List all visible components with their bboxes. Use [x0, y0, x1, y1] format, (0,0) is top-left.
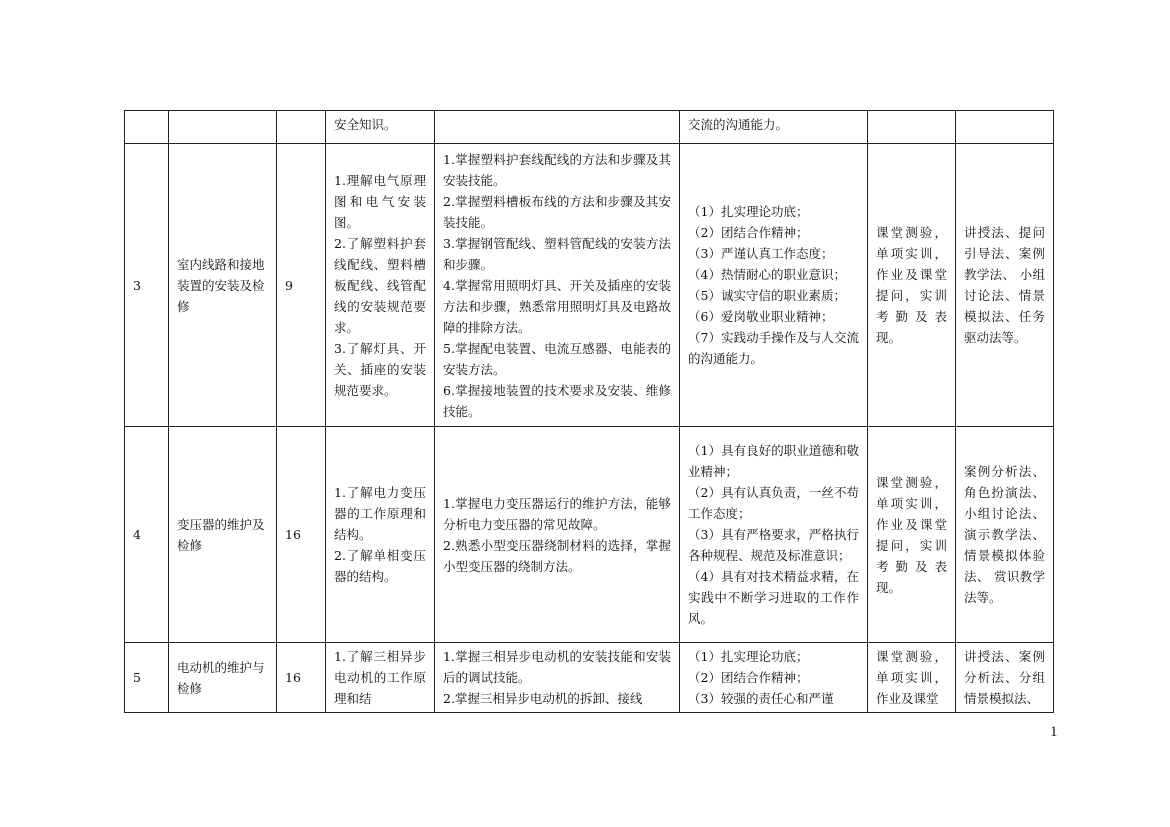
- row-number-cell: [125, 111, 169, 144]
- knowledge-cell: [326, 111, 435, 144]
- quality-cell: [680, 427, 868, 643]
- skills-cell: [435, 144, 680, 427]
- hours-cell: [277, 111, 326, 144]
- table-row: [125, 643, 1054, 713]
- knowledge-cell: [326, 643, 435, 713]
- methods-cell: [956, 111, 1054, 144]
- module-name-cell: [169, 111, 277, 144]
- skill-item: 1.掌握塑料护套线配线的方法和步骤及其安装技能。: [443, 151, 671, 188]
- knowledge-item: 1.了解三相异步电动机的工作原理和结: [334, 649, 426, 706]
- knowledge-item: 1.了解电力变压器的工作原理和结构。: [334, 485, 426, 542]
- quality-item: （3）较强的责任心和严谨: [688, 691, 834, 706]
- quality-item: （7）实践动手操作及与人交流的沟通能力。: [688, 330, 859, 366]
- quality-item: （1）具有良好的职业道德和敬业精神；: [688, 443, 859, 479]
- table-row: [125, 144, 1054, 427]
- quality-item: （4）热情耐心的职业意识；: [688, 267, 846, 282]
- quality-item: （2）具有认真负责，一丝不苟工作态度；: [688, 485, 859, 521]
- page-number: 1: [1050, 724, 1058, 740]
- quality-item: （3）具有严格要求，严格执行各种规程、规范及标准意识；: [688, 527, 859, 563]
- hours-cell: 16: [277, 643, 326, 713]
- quality-cell: [680, 643, 868, 713]
- skills-cell: [435, 111, 680, 144]
- quality-item: （6）爱岗敬业职业精神；: [688, 309, 834, 324]
- assessment-cell: 课堂测验，单项实训，作业及课堂提问，实训考勤及表现。: [868, 144, 956, 427]
- skill-item: 2.掌握三相异步电动机的拆卸、接线: [443, 691, 643, 706]
- quality-item: （3）严谨认真工作态度；: [688, 246, 834, 261]
- row-number-cell: 3: [125, 144, 169, 427]
- knowledge-item: 1.理解电气原理图和电气安装图。: [334, 172, 426, 230]
- module-name-cell: 电动机的维护与检修: [169, 643, 277, 713]
- methods-cell: 案例分析法、角色扮演法、小组讨论法、演示教学法、情景模拟体验法、 赏识教学法等。: [956, 427, 1054, 643]
- skill-item: 3.掌握钢管配线、塑料管配线的安装方法和步骤。: [443, 235, 671, 272]
- quality-item: （1）扎实理论功底；: [688, 649, 809, 664]
- skill-item: 2.熟悉小型变压器绕制材料的选择，掌握小型变压器的绕制方法。: [443, 537, 671, 574]
- skill-item: 2.掌握塑料槽板布线的方法和步骤及其安装技能。: [443, 193, 671, 230]
- assessment-cell: 课堂测验，单项实训，作业及课堂提问，实训考勤及表现。: [868, 427, 956, 643]
- quality-item: （2）团结合作精神；: [688, 225, 809, 240]
- quality-item: （1）扎实理论功底；: [688, 204, 809, 219]
- hours-cell: 9: [277, 144, 326, 427]
- table-row: [125, 427, 1054, 643]
- skills-cell: [435, 427, 680, 643]
- hours-cell: 16: [277, 427, 326, 643]
- quality-cell: [680, 144, 868, 427]
- skill-item: 6.掌握接地装置的技术要求及安装、维修技能。: [443, 382, 671, 419]
- methods-cell: 讲授法、提问引导法、案例教学法、 小组讨论法、情景模拟法、任务驱动法等。: [956, 144, 1054, 427]
- course-content-table: [124, 110, 1054, 713]
- knowledge-item: 2.了解单相变压器的结构。: [334, 548, 426, 584]
- skill-item: 1.掌握三相异步电动机的安装技能和安装后的调试技能。: [443, 649, 671, 685]
- quality-item: （2）团结合作精神；: [688, 670, 809, 685]
- quality-item: 交流的沟通能力。: [688, 117, 789, 132]
- quality-item: （4）具有对技术精益求精，在实践中不断学习进取的工作作风。: [688, 569, 859, 626]
- skill-item: 4.掌握常用照明灯具、开关及插座的安装方法和步骤，熟悉常用照明灯具及电路故障的排除方法。: [443, 277, 671, 335]
- skills-cell: [435, 643, 680, 713]
- assessment-cell: [868, 111, 956, 144]
- quality-cell: [680, 111, 868, 144]
- quality-item: （5）诚实守信的职业素质；: [688, 288, 846, 303]
- skill-item: 5.掌握配电装置、电流互感器、电能表的安装方法。: [443, 340, 671, 377]
- knowledge-cell: [326, 427, 435, 643]
- row-number-cell: 5: [125, 643, 169, 713]
- skill-item: 1.掌握电力变压器运行的维护方法，能够分析电力变压器的常见故障。: [443, 495, 671, 532]
- assessment-cell: 课堂测验，单项实训，作业及课堂: [868, 643, 956, 713]
- methods-cell: 讲授法、案例分析法、分组情景模拟法、: [956, 643, 1054, 713]
- table-row: [125, 111, 1054, 144]
- knowledge-cell: [326, 144, 435, 427]
- knowledge-item: 3.了解灯具、开关、插座的安装规范要求。: [334, 340, 426, 398]
- row-number-cell: 4: [125, 427, 169, 643]
- knowledge-item: 安全知识。: [334, 117, 397, 132]
- knowledge-item: 2.了解塑料护套线配线、塑料槽板配线、线管配线的安装规范要求。: [334, 235, 426, 335]
- module-name-cell: 室内线路和接地装置的安装及检修: [169, 144, 277, 427]
- module-name-cell: 变压器的维护及检修: [169, 427, 277, 643]
